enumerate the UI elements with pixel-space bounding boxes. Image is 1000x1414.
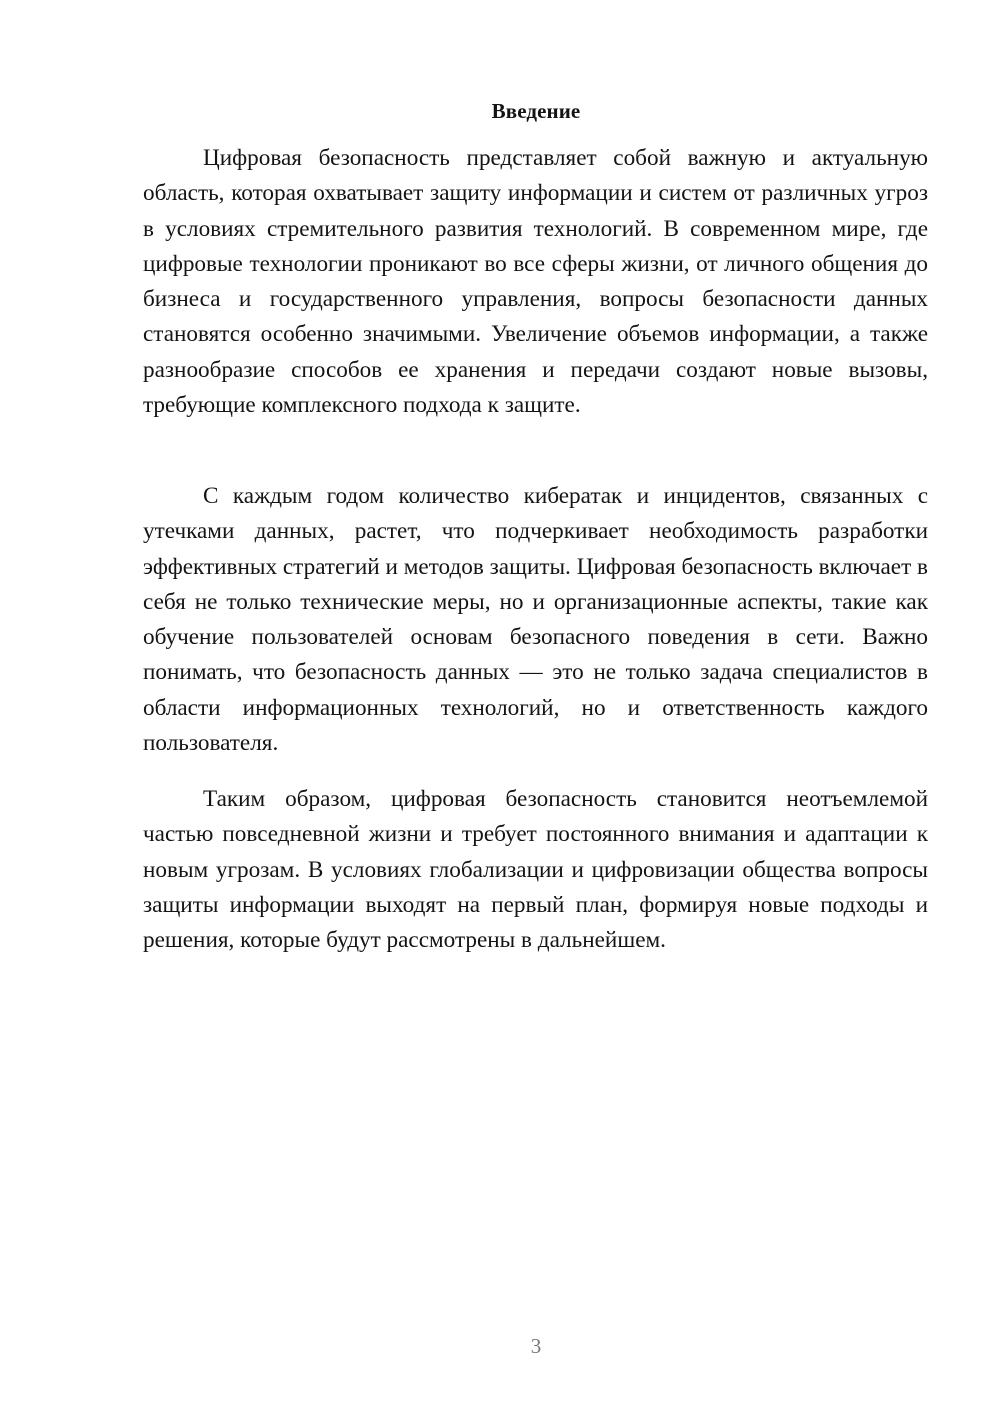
page-number: 3	[530, 1334, 542, 1358]
paragraph-1: Цифровая безопасность представляет собой важную и актуальную область, которая охватывает защиту информации и систем от различных угроз в условиях стремительного развития технологий. В современном мире, где цифровые технологии проникают во все сферы жизни, от личного общения до бизнеса и государственного управления, вопросы безопасности данных становятся особенно значимыми. Увеличение объемов информации, а также разнообразие способов ее хранения и передачи создают новые вызовы, требующие комплексного подхода к защите.	[143, 145, 928, 419]
paragraph-3: Таким образом, цифровая безопасность становится неотъемлемой частью повседневной жизни и требует постоянного внимания и адаптации к новым угрозам. В условиях глобализации и цифровизации общества вопросы защиты информации выходят на первый план, формируя новые подходы и решения, которые будут рассмотрены в дальнейшем.	[143, 786, 928, 954]
section-heading: Введение	[491, 99, 581, 123]
paragraph-2: С каждым годом количество кибератак и инцидентов, связанных с утечками данных, растет, что подчеркивает необходимость разработки эффективных стратегий и методов защиты. Цифровая безопасность включает в себя не только технические меры, но и организационные аспекты, такие как обучение пользователей основам безопасного поведения в сети. Важно понимать, что безопасность данных — это не только задача специалистов в области информационных технологий, но и ответственность каждого пользователя.	[143, 483, 928, 757]
